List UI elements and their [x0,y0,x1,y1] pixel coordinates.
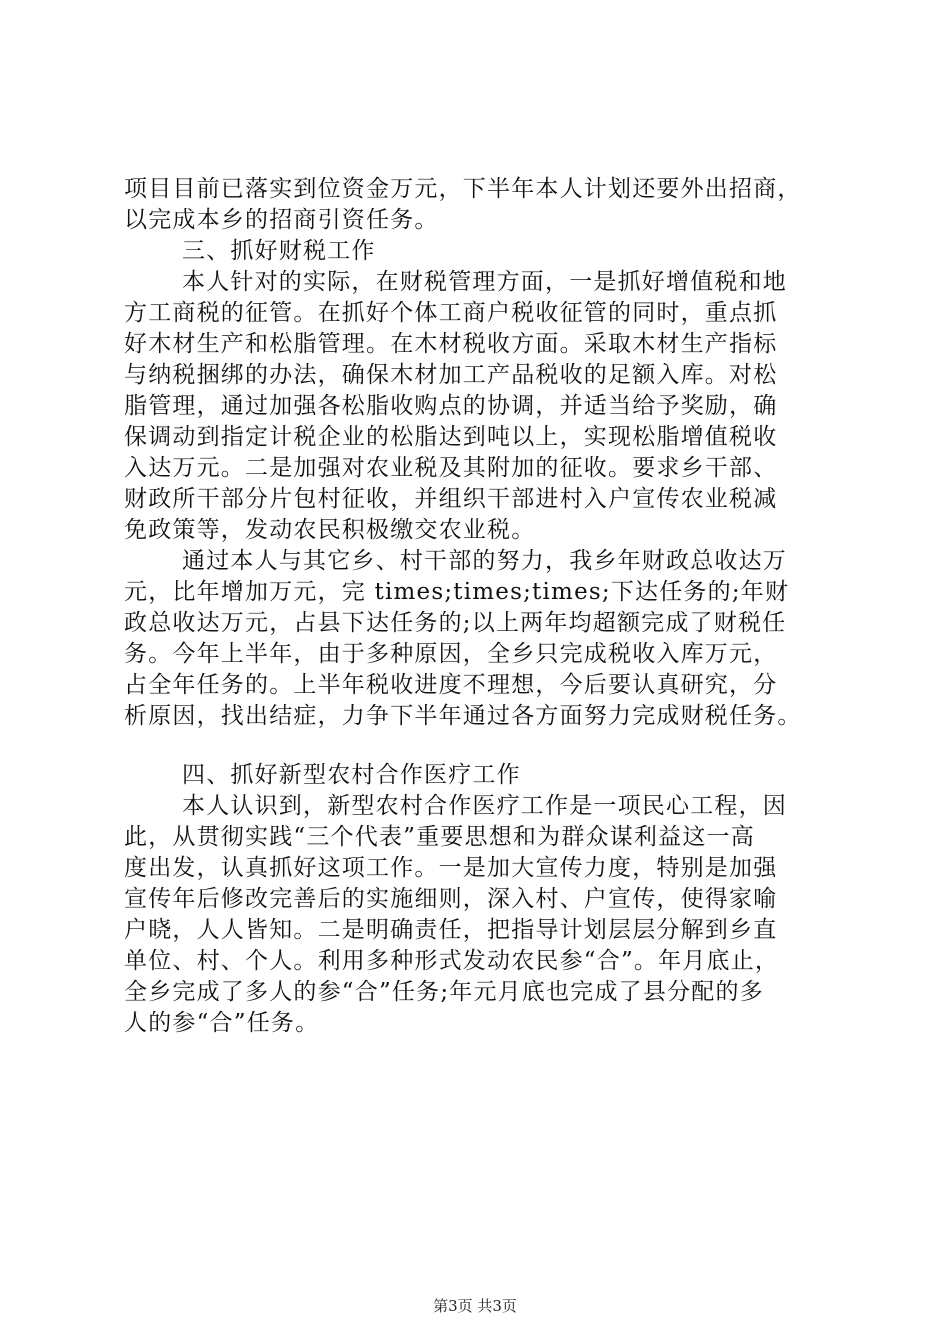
text-line: 本人认识到，新型农村合作医疗工作是一项民心工程，因 [182,793,787,819]
text-line: 度出发，认真抓好这项工作。一是加大宣传力度，特别是加强 [124,855,778,881]
text-line: 全乡完成了多人的参“合”任务;年元月底也完成了县分配的多 [124,979,764,1005]
text-line: 务。今年上半年，由于多种原因，全乡只完成税收入库万元， [124,641,778,667]
text-line: 政总收达万元，占县下达任务的;以上两年均超额完成了财税任 [124,610,787,636]
text-line: 项目目前已落实到位资金万元，下半年本人计划还要外出招商， [124,176,802,202]
text-line: 以完成本乡的招商引资任务。 [124,207,439,233]
section-heading: 三、抓好财税工作 [182,238,376,264]
paragraph-gap [124,732,844,760]
text-line: 好木材生产和松脂管理。在木材税收方面。采取木材生产指标 [124,331,778,357]
text-line: 析原因，找出结症，力争下半年通过各方面努力完成财税任务。 [124,703,802,729]
text-line: 人的参“合”任务。 [124,1010,320,1036]
text-line: 保调动到指定计税企业的松脂达到吨以上，实现松脂增值税收 [124,424,778,450]
text-line: 方工商税的征管。在抓好个体工商户税收征管的同时，重点抓 [124,300,778,326]
text-line: 脂管理，通过加强各松脂收购点的协调，并适当给予奖励，确 [124,393,778,419]
text-line: 入达万元。二是加强对农业税及其附加的征收。要求乡干部、 [124,455,778,481]
text-line: 单位、村、个人。利用多种形式发动农民参“合”。年月底止， [124,948,780,974]
document-body [124,174,844,1039]
text-line: 通过本人与其它乡、村干部的努力，我乡年财政总收达万 [182,548,787,574]
text-line: 此，从贯彻实践“三个代表”重要思想和为群众谋利益这一高 [124,824,755,850]
text-line: 免政策等，发动农民积极缴交农业税。 [124,517,536,543]
section-heading: 四、抓好新型农村合作医疗工作 [182,762,521,788]
text-line: 财政所干部分片包村征收，并组织干部进村入户宣传农业税减 [124,486,778,512]
text-line: 宣传年后修改完善后的实施细则，深入村、户宣传，使得家喻 [124,886,778,912]
text-line: 户晓，人人皆知。二是明确责任，把指导计划层层分解到乡直 [124,917,778,943]
text-line: 占全年任务的。上半年税收进度不理想，今后要认真研究，分 [124,672,778,698]
page-number-footer: 第3页 共3页 [433,1297,517,1315]
text-line: 与纳税捆绑的办法，确保木材加工产品税收的足额入库。对松 [124,362,778,388]
text-line: 元，比年增加万元，完 times;times;times;下达任务的;年财 [124,579,790,605]
text-line: 本人针对的实际，在财税管理方面，一是抓好增值税和地 [182,269,787,295]
